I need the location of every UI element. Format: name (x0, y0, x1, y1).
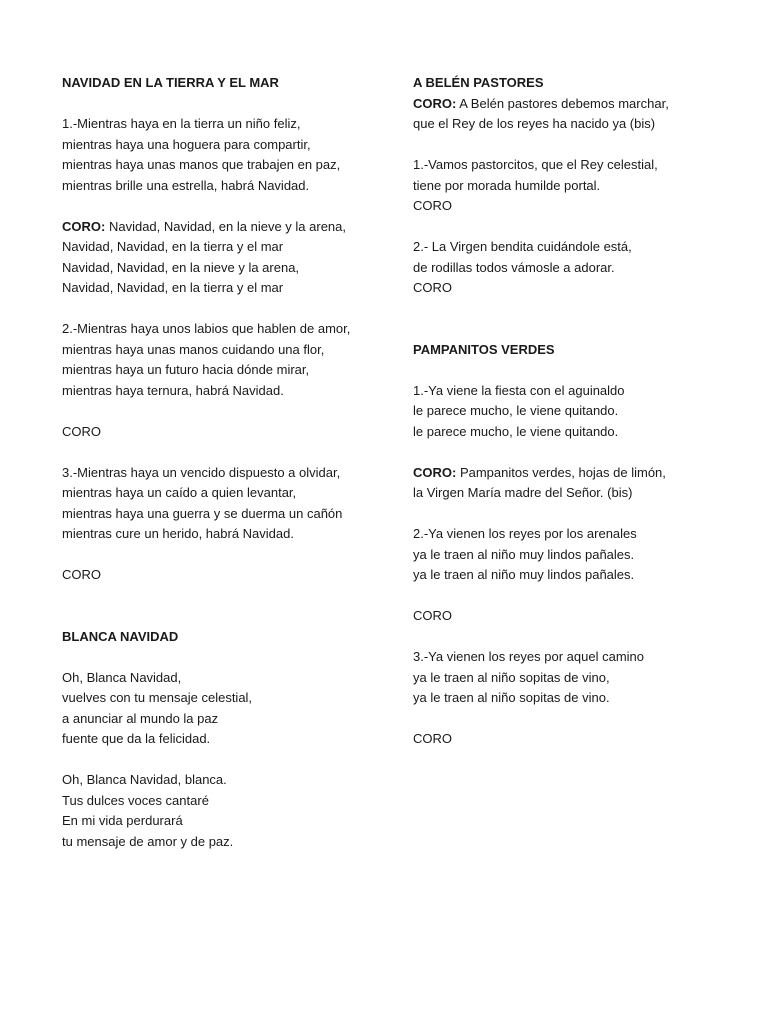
verse-2 (62, 319, 392, 401)
lyric-line: Navidad, Navidad, en la tierra y el mar (62, 239, 284, 254)
lyric-line: Navidad, Navidad, en la tierra y el mar (62, 280, 284, 295)
lyric-line: ya le traen al niño sopitas de vino. (413, 690, 610, 705)
chorus-first-line (413, 94, 743, 115)
chorus-text: Pampanitos verdes, hojas de limón, (456, 464, 666, 480)
verse-2 (413, 524, 743, 586)
coro-marker: CORO (413, 608, 452, 623)
song-a-belen-pastores (413, 73, 743, 299)
lyric-line: Tus dulces voces cantaré (62, 792, 209, 808)
lyric-line: En mi vida perdurará (62, 813, 183, 828)
lyric-line: mientras cure un herido, habrá Navidad. (62, 526, 294, 541)
lyric-line: la Virgen María madre del Señor. (bis) (413, 485, 633, 500)
lyric-line: mientras haya unas manos cuidando una flor, (62, 341, 325, 357)
lyric-line: 3.-Mientras haya un vencido dispuesto a olvidar, (62, 464, 341, 480)
lyric-line: Oh, Blanca Navidad, (62, 669, 182, 685)
left-column (62, 73, 392, 852)
lyric-line: mientras haya una hoguera para compartir, (62, 136, 311, 152)
lyric-line: mientras brille una estrella, habrá Navidad. (62, 177, 310, 193)
lyric-line: ya le traen al niño muy lindos pañales. (413, 567, 635, 582)
lyric-line: 1.-Mientras haya en la tierra un niño feliz, (62, 116, 301, 131)
lyric-line: que el Rey de los reyes ha nacido ya (bis) (413, 116, 656, 131)
lyric-line: 3.-Ya vienen los reyes por aquel camino (413, 649, 644, 664)
lyric-line: tu mensaje de amor y de paz. (62, 833, 234, 849)
lyric-line: le parece mucho, le viene quitando. (413, 423, 619, 439)
song-title: PAMPANITOS VERDES (413, 341, 555, 357)
song-title: NAVIDAD EN LA TIERRA Y EL MAR (62, 75, 279, 90)
lyric-line: 1.-Ya viene la fiesta con el aguinaldo (413, 382, 625, 398)
verse-1 (413, 155, 743, 196)
lyric-line: mientras haya una guerra y se duerma un cañón (62, 505, 343, 521)
chorus-label: CORO: (62, 218, 106, 234)
chorus-text: A Belén pastores debemos marchar, (456, 95, 669, 111)
song-navidad-en-la-tierra (62, 73, 392, 586)
lyric-line: a anunciar al mundo la paz (62, 710, 219, 726)
coro-marker: CORO (413, 280, 452, 295)
song-pampanitos-verdes (413, 340, 743, 750)
song-title: A BELÉN PASTORES (413, 75, 544, 90)
lyric-line: 2.-Ya vienen los reyes por los arenales (413, 526, 637, 541)
song-blanca-navidad (62, 627, 392, 853)
verse-3 (62, 463, 392, 545)
coro-marker: CORO (62, 423, 101, 439)
lyric-line: vuelves con tu mensaje celestial, (62, 690, 253, 705)
lyric-line: de rodillas todos vámosle a adorar. (413, 259, 615, 275)
lyric-line: mientras haya ternura, habrá Navidad. (62, 382, 284, 398)
chorus-first-line (413, 463, 743, 484)
chorus (62, 217, 392, 299)
coro-marker: CORO (62, 567, 101, 582)
verse-3 (413, 647, 743, 709)
song-title: BLANCA NAVIDAD (62, 628, 179, 644)
chorus-text: Navidad, Navidad, en la nieve y la arena, (105, 218, 346, 234)
chorus (413, 463, 743, 504)
stanza-1 (62, 668, 392, 750)
stanza-2 (62, 770, 392, 852)
verse-2 (413, 237, 743, 278)
lyric-line: mientras haya un futuro hacia dónde mirar, (62, 362, 310, 377)
lyric-line: 2.- La Virgen bendita cuidándole está, (413, 239, 632, 254)
verse-1 (62, 114, 392, 196)
right-column (413, 73, 743, 750)
lyric-line: Navidad, Navidad, en la nieve y la arena, (62, 259, 300, 275)
lyric-line: fuente que da la felicidad. (62, 731, 211, 746)
lyric-line: ya le traen al niño sopitas de vino, (413, 669, 610, 685)
lyric-line: ya le traen al niño muy lindos pañales. (413, 546, 635, 562)
lyric-line: mientras haya un caído a quien levantar, (62, 485, 297, 500)
lyric-line: Oh, Blanca Navidad, blanca. (62, 772, 227, 787)
lyric-line: 1.-Vamos pastorcitos, que el Rey celestial, (413, 157, 658, 172)
lyric-line: tiene por morada humilde portal. (413, 177, 601, 193)
lyric-line: mientras haya unas manos que trabajen en paz, (62, 157, 341, 172)
lyric-line: le parece mucho, le viene quitando. (413, 403, 619, 418)
chorus-label: CORO: (413, 464, 457, 480)
coro-marker: CORO (413, 731, 452, 746)
lyric-line: 2.-Mientras haya unos labios que hablen de amor, (62, 321, 351, 336)
chorus-first-line (62, 217, 392, 238)
chorus-label: CORO: (413, 95, 457, 111)
verse-1 (413, 381, 743, 443)
coro-marker: CORO (413, 198, 452, 213)
